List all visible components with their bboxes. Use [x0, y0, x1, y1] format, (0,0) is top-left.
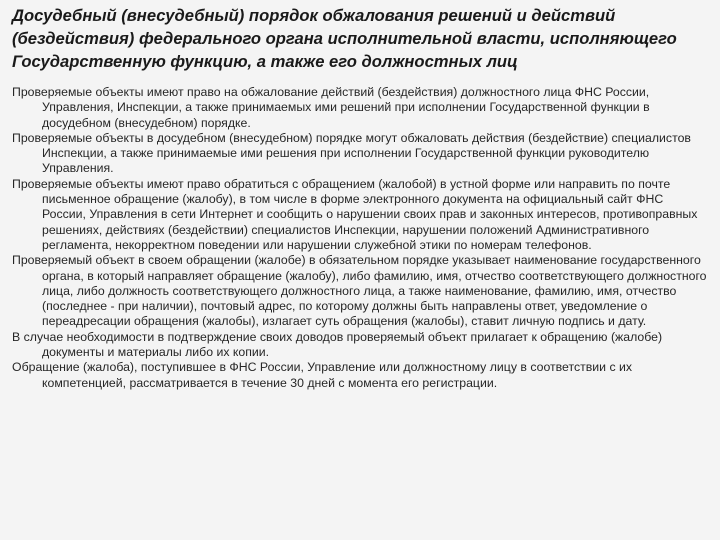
slide-body	[12, 85, 710, 391]
paragraph-right-to-appeal: Проверяемые объекты имеют право на обжалование действий (бездействия) должностного лица ФНС России, Управления, Инспекции, а также принимаемых ими решений при исполнении Государственной функции в досудебном (внесудебном) порядке.	[12, 85, 650, 130]
paragraph-complaint-forms: Проверяемые объекты имеют право обратиться с обращением (жалобой) в устной форме или направить по почте письменное обращение (жалобу), в том числе в форме электронного документа на официальный сайт ФНС России, Управления в сети Интернет и сообщить о нарушении своих прав и законных интересов, противоправных решениях, действиях (бездействии) специалистов Инспекции, нарушении положений Административного регламента, некорректном поведении или нарушении служебной этики по номерам телефонов.	[12, 176, 698, 252]
paragraph-supporting-documents: В случае необходимости в подтверждение своих доводов проверяемый объект прилагает к обращению (жалобе) документы и материалы либо их копии.	[12, 329, 663, 360]
paragraph-review-period: Обращение (жалоба), поступившее в ФНС России, Управление или должностному лицу в соответствии с их компетенцией, рассматривается в течение 30 дней с момента его регистрации.	[12, 360, 633, 390]
paragraph-appeal-to-head: Проверяемые объекты в досудебном (внесудебном) порядке могут обжаловать действия (бездействие) специалистов Инспекции, а также принимаемые ими решения при исполнении Государственной функции руководителю Управления.	[12, 130, 691, 176]
paragraph-complaint-contents: Проверяемый объект в своем обращении (жалобе) в обязательном порядке указывает наименование государственного органа, в который направляет обращение (жалобу), либо фамилию, имя, отчество соответствующего должностного лица, либо должность соответствующего должностного лица, а также наименование, фамилию, имя, отчество (последнее - при наличии), почтовый адрес, по которому должны быть направлены ответ, уведомление о переадресации обращения (жалобы), излагает суть обращения (жалобы), ставит личную подпись и дату.	[12, 253, 707, 329]
slide-title: Досудебный (внесудебный) порядок обжалования решений и действий (бездействия) федерального органа исполнительной власти, исполняющего Государственную функцию, а также его должностных лиц	[12, 6, 677, 71]
